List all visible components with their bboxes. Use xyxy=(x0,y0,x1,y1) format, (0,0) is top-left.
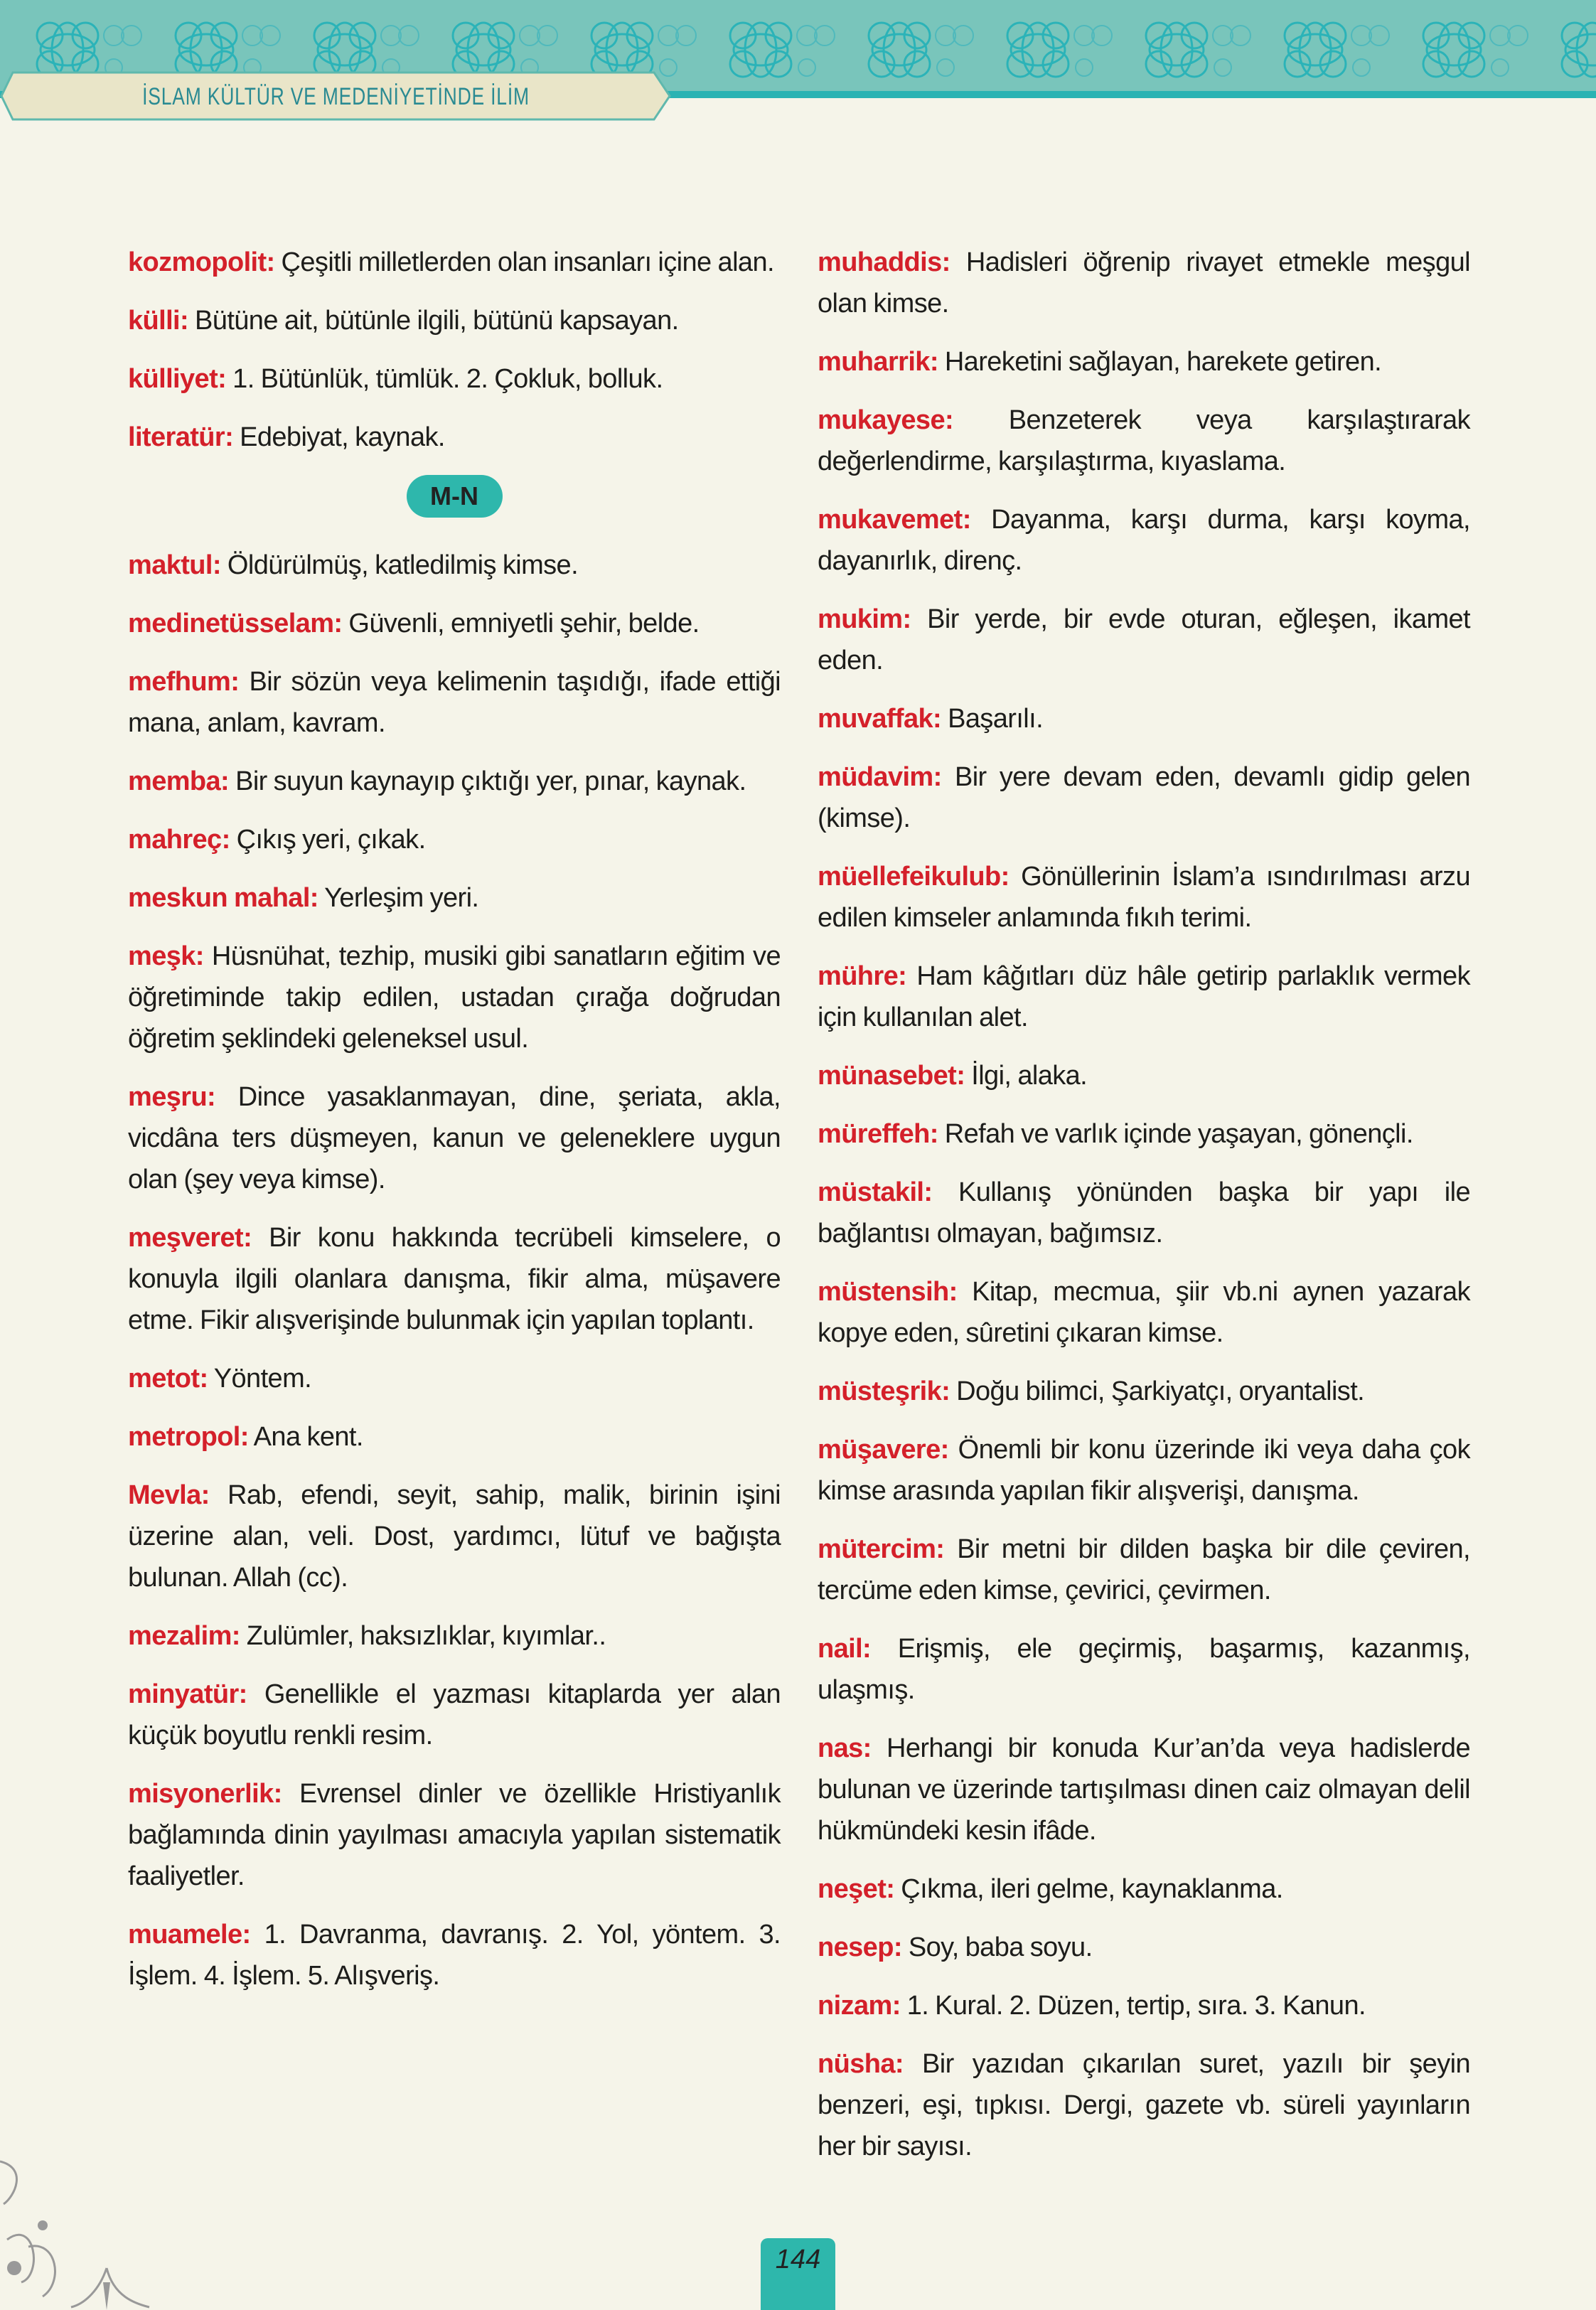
glossary-entry xyxy=(818,1172,1470,1254)
page-number: 144 xyxy=(761,2238,835,2310)
glossary-term: meşru: xyxy=(128,1082,216,1112)
glossary-term: metot: xyxy=(128,1364,208,1394)
glossary-definition: Çıkma, ileri gelme, kaynaklanma. xyxy=(894,1874,1283,1904)
glossary-term: müstensih: xyxy=(818,1277,958,1307)
glossary-entry xyxy=(128,545,781,586)
glossary-term: müdavim: xyxy=(818,762,942,792)
glossary-definition: Ham kâğıtları düz hâle getirip parlaklık vermek için kullanılan alet. xyxy=(818,961,1470,1032)
glossary-term: müellefeikulub: xyxy=(818,862,1009,892)
glossary-term: münasebet: xyxy=(818,1061,965,1091)
glossary-definition: Çeşitli milletlerden olan insanları içine alan. xyxy=(274,247,774,277)
glossary-entry xyxy=(128,1358,781,1399)
glossary-definition: Hareketini sağlayan, harekete getiren. xyxy=(938,347,1382,377)
glossary-entry xyxy=(818,1985,1470,2026)
glossary-entry xyxy=(128,603,781,644)
glossary-entry xyxy=(128,877,781,919)
glossary-entry xyxy=(128,1773,781,1897)
glossary-definition: Güvenli, emniyetli şehir, belde. xyxy=(342,609,700,638)
glossary-entry xyxy=(818,1728,1470,1851)
glossary-definition: 1. Kural. 2. Düzen, tertip, sıra. 3. Kanun. xyxy=(900,1991,1366,2021)
glossary-term: nizam: xyxy=(818,1991,901,2021)
glossary-term: meskun mahal: xyxy=(128,883,318,913)
glossary-term: nas: xyxy=(818,1733,872,1763)
glossary-definition: Erişmiş, ele geçirmiş, başarmış, kazanmış, ulaşmış. xyxy=(818,1634,1470,1705)
glossary-definition: Kullanış yönünden başka bir yapı ile bağlantısı olmayan, bağımsız. xyxy=(818,1177,1470,1248)
glossary-term: müşavere: xyxy=(818,1435,949,1465)
glossary-entry xyxy=(818,499,1470,582)
glossary-definition: Genellikle el yazması kitaplarda yer alan küçük boyutlu renkli resim. xyxy=(128,1679,781,1750)
glossary-definition: Bir yazıdan çıkarılan suret, yazılı bir şeyin benzeri, eşi, tıpkısı. Dergi, gazete vb. süreli yayınların her bir sayısı. xyxy=(818,2049,1470,2161)
glossary-term: Mevla: xyxy=(128,1480,210,1510)
glossary-definition: 1. Bütünlük, tümlük. 2. Çokluk, bolluk. xyxy=(226,364,663,394)
glossary-term: müsteşrik: xyxy=(818,1376,950,1406)
glossary-definition: Önemli bir konu üzerinde iki veya daha çok kimse arasında yapılan fikir alışverişi, danışma. xyxy=(818,1435,1470,1506)
glossary-definition: Bir sözün veya kelimenin taşıdığı, ifade ettiği mana, anlam, kavram. xyxy=(128,667,781,738)
floral-ornament-icon xyxy=(0,2140,156,2310)
glossary-term: literatür: xyxy=(128,422,234,452)
glossary-term: müstakil: xyxy=(818,1177,933,1207)
glossary-entry xyxy=(128,1615,781,1657)
glossary-term: maktul: xyxy=(128,550,221,580)
glossary-entry xyxy=(128,1475,781,1598)
glossary-entry xyxy=(818,1113,1470,1155)
glossary-definition: Evrensel dinler ve özellikle Hristiyanlık bağlamında dinin yayılması amacıyla yapılan sistematik faaliyetler. xyxy=(128,1779,781,1891)
glossary-term: müreffeh: xyxy=(818,1119,938,1149)
book-title: İSLAM KÜLTÜR VE MEDENİYETİNDE İLİM xyxy=(142,83,530,110)
glossary-entry xyxy=(128,1674,781,1756)
glossary-term: külliyet: xyxy=(128,364,227,394)
glossary-term: neşet: xyxy=(818,1874,895,1904)
glossary-definition: Bir metni bir dilden başka bir dile çeviren, tercüme eden kimse, çevirici, çevirmen. xyxy=(818,1534,1470,1605)
glossary-entry xyxy=(818,698,1470,739)
glossary-term: memba: xyxy=(128,766,230,796)
glossary-term: muharrik: xyxy=(818,347,938,377)
glossary-entry xyxy=(128,819,781,860)
glossary-definition: Yerleşim yeri. xyxy=(318,883,479,913)
glossary-entry xyxy=(128,761,781,802)
glossary-definition: Başarılı. xyxy=(941,704,1044,734)
glossary-definition: Yöntem. xyxy=(208,1364,312,1394)
glossary-entry xyxy=(818,1371,1470,1412)
glossary-entry xyxy=(818,1055,1470,1096)
glossary-term: mefhum: xyxy=(128,667,240,697)
glossary-entry xyxy=(818,1429,1470,1512)
glossary-entry xyxy=(818,1529,1470,1611)
glossary-term: mukim: xyxy=(818,604,911,634)
glossary-entry xyxy=(128,417,781,458)
glossary-term: mütercim: xyxy=(818,1534,945,1564)
glossary-definition: Benzeterek veya karşılaştırarak değerlendirme, karşılaştırma, kıyaslama. xyxy=(818,405,1470,476)
glossary-term: medinetüsselam: xyxy=(128,609,343,638)
glossary-definition: Hadisleri öğrenip rivayet etmekle meşgul olan kimse. xyxy=(818,247,1470,319)
glossary-entry xyxy=(128,1416,781,1458)
glossary-entry xyxy=(818,242,1470,324)
glossary-column-left xyxy=(128,242,781,2014)
glossary-entry xyxy=(128,1914,781,1996)
glossary-term: nesep: xyxy=(818,1932,902,1962)
glossary-definition: Bir suyun kaynayıp çıktığı yer, pınar, kaynak. xyxy=(229,766,746,796)
glossary-entry xyxy=(818,2043,1470,2167)
glossary-term: mühre: xyxy=(818,961,907,991)
glossary-term: muamele: xyxy=(128,1920,251,1950)
glossary-definition: İlgi, alaka. xyxy=(965,1061,1088,1091)
glossary-definition: Zulümler, haksızlıklar, kıyımlar.. xyxy=(240,1621,606,1651)
glossary-term: nüsha: xyxy=(818,2049,904,2079)
glossary-definition: Herhangi bir konuda Kur’an’da veya hadislerde bulunan ve üzerinde tartışılması dinen caiz olmayan delil hükmündeki kesin ifâde. xyxy=(818,1733,1470,1846)
glossary-entry xyxy=(818,599,1470,681)
glossary-definition: Gönüllerinin İslam’a ısındırılması arzu edilen kimseler anlamında fıkıh terimi. xyxy=(818,862,1470,933)
glossary-term: mukayese: xyxy=(818,405,954,435)
glossary-definition: Bütüne ait, bütünle ilgili, bütünü kapsayan. xyxy=(188,306,679,336)
glossary-term: nail: xyxy=(818,1634,872,1664)
glossary-term: meşveret: xyxy=(128,1223,252,1253)
glossary-column-right xyxy=(818,242,1470,2184)
glossary-definition: Kitap, mecmua, şiir vb.ni aynen yazarak kopye eden, sûretini çıkaran kimse. xyxy=(818,1277,1470,1348)
glossary-entry xyxy=(818,400,1470,482)
glossary-definition: Soy, baba soyu. xyxy=(901,1932,1093,1962)
glossary-definition: Doğu bilimci, Şarkiyatçı, oryantalist. xyxy=(950,1376,1365,1406)
glossary-definition: Bir konu hakkında tecrübeli kimselere, o konuyla ilgili olanlara danışma, fikir alma, müşavere etme. Fikir alışverişinde bulunmak için yapılan toplantı. xyxy=(128,1223,781,1335)
glossary-entry xyxy=(128,661,781,744)
glossary-term: mahreç: xyxy=(128,825,230,855)
glossary-entry xyxy=(128,300,781,341)
glossary-definition: Rab, efendi, seyit, sahip, malik, birinin işini üzerine alan, veli. Dost, yardımcı, lütuf ve bağışta bulunan. Allah (cc). xyxy=(128,1480,781,1593)
glossary-entry xyxy=(818,1868,1470,1910)
glossary-entry xyxy=(818,1271,1470,1354)
glossary-term: mukavemet: xyxy=(818,505,971,535)
glossary-entry xyxy=(818,856,1470,939)
glossary-term: mezalim: xyxy=(128,1621,240,1651)
glossary-term: misyonerlik: xyxy=(128,1779,282,1809)
glossary-entry xyxy=(128,1217,781,1341)
glossary-definition: Dayanma, karşı durma, karşı koyma, dayanırlık, direnç. xyxy=(818,505,1470,576)
glossary-definition: Ana kent. xyxy=(248,1422,363,1452)
glossary-entry xyxy=(818,756,1470,839)
glossary-definition: Dince yasaklanmayan, dine, şeriata, akla, vicdâna ters düşmeyen, kanun ve geleneklere uygun olan (şey veya kimse). xyxy=(128,1082,781,1194)
glossary-term: muhaddis: xyxy=(818,247,950,277)
glossary-entry xyxy=(818,1628,1470,1711)
glossary-entry xyxy=(128,936,781,1059)
glossary-term: metropol: xyxy=(128,1422,249,1452)
glossary-term: muvaffak: xyxy=(818,704,942,734)
glossary-term: kozmopolit: xyxy=(128,247,275,277)
section-badge-m-n: M-N xyxy=(407,475,503,518)
glossary-definition: Öldürülmüş, katledilmiş kimse. xyxy=(220,550,579,580)
glossary-entry xyxy=(128,358,781,400)
glossary-entry xyxy=(128,242,781,283)
glossary-definition: Çıkış yeri, çıkak. xyxy=(230,825,426,855)
glossary-definition: Hüsnühat, tezhip, musiki gibi sanatların eğitim ve öğretiminde takip edilen, ustadan çırağa doğrudan öğretim şeklindeki geleneksel usul. xyxy=(128,941,781,1054)
glossary-term: minyatür: xyxy=(128,1679,247,1709)
glossary-term: külli: xyxy=(128,306,189,336)
glossary-entry xyxy=(818,1927,1470,1968)
glossary-definition: Bir yere devam eden, devamlı gidip gelen (kimse). xyxy=(818,762,1470,833)
glossary-entry xyxy=(818,956,1470,1038)
glossary-term: meşk: xyxy=(128,941,204,971)
glossary-definition: Bir yerde, bir evde oturan, eğleşen, ikamet eden. xyxy=(818,604,1470,675)
glossary-entry xyxy=(128,1076,781,1200)
glossary-definition: Edebiyat, kaynak. xyxy=(233,422,445,452)
glossary-entry xyxy=(818,341,1470,383)
glossary-definition: 1. Davranma, davranış. 2. Yol, yöntem. 3. İşlem. 4. İşlem. 5. Alışveriş. xyxy=(128,1920,781,1991)
glossary-definition: Refah ve varlık içinde yaşayan, gönençli. xyxy=(938,1119,1413,1149)
